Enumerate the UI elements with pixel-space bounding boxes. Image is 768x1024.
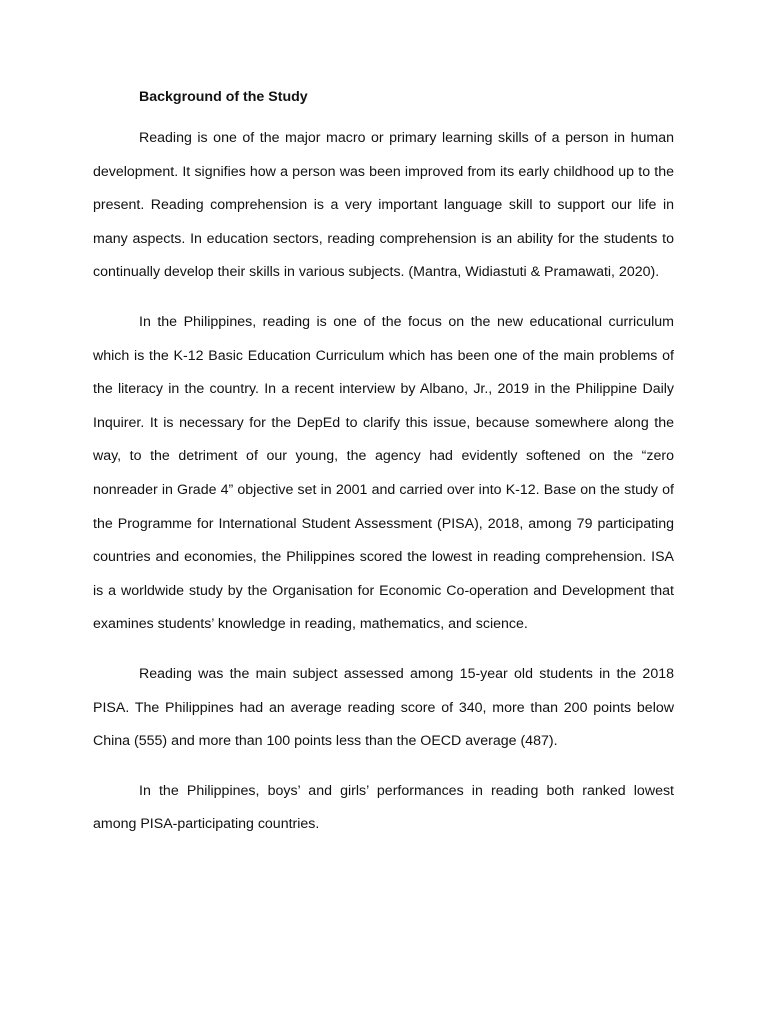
document-page <box>93 86 674 858</box>
paragraph-4: In the Philippines, boys’ and girls’ performances in reading both ranked lowest among PISA-participating countries. <box>93 782 674 833</box>
section-heading: Background of the Study <box>139 89 308 105</box>
paragraph-1: Reading is one of the major macro or primary learning skills of a person in human development. It signifies how a person was been improved from its early childhood up to the present. Reading comprehension is a very important language skill to support our life in many aspects. In education sectors, reading comprehension is an ability for the students to continually develop their skills in various subjects. (Mantra, Widiastuti & Pramawati, 2020). <box>93 130 674 281</box>
paragraph-3: Reading was the main subject assessed among 15-year old students in the 2018 PISA. The Philippines had an average reading score of 340, more than 200 points below China (555) and more than 100 points less than the OECD average (487). <box>93 665 674 750</box>
paragraph-2: In the Philippines, reading is one of the focus on the new educational curriculum which is the K-12 Basic Education Curriculum which has been one of the main problems of the literacy in the country. In a recent interview by Albano, Jr., 2019 in the Philippine Daily Inquirer. It is necessary for the DepEd to clarify this issue, because somewhere along the way, to the detriment of our young, the agency had evidently softened on the “zero nonreader in Grade 4” objective set in 2001 and carried over into K-12. Base on the study of the Programme for International Student Assessment (PISA), 2018, among 79 participating countries and economies, the Philippines scored the lowest in reading comprehension. ISA is a worldwide study by the Organisation for Economic Co-operation and Development that examines students’ knowledge in reading, mathematics, and science. <box>93 313 674 633</box>
